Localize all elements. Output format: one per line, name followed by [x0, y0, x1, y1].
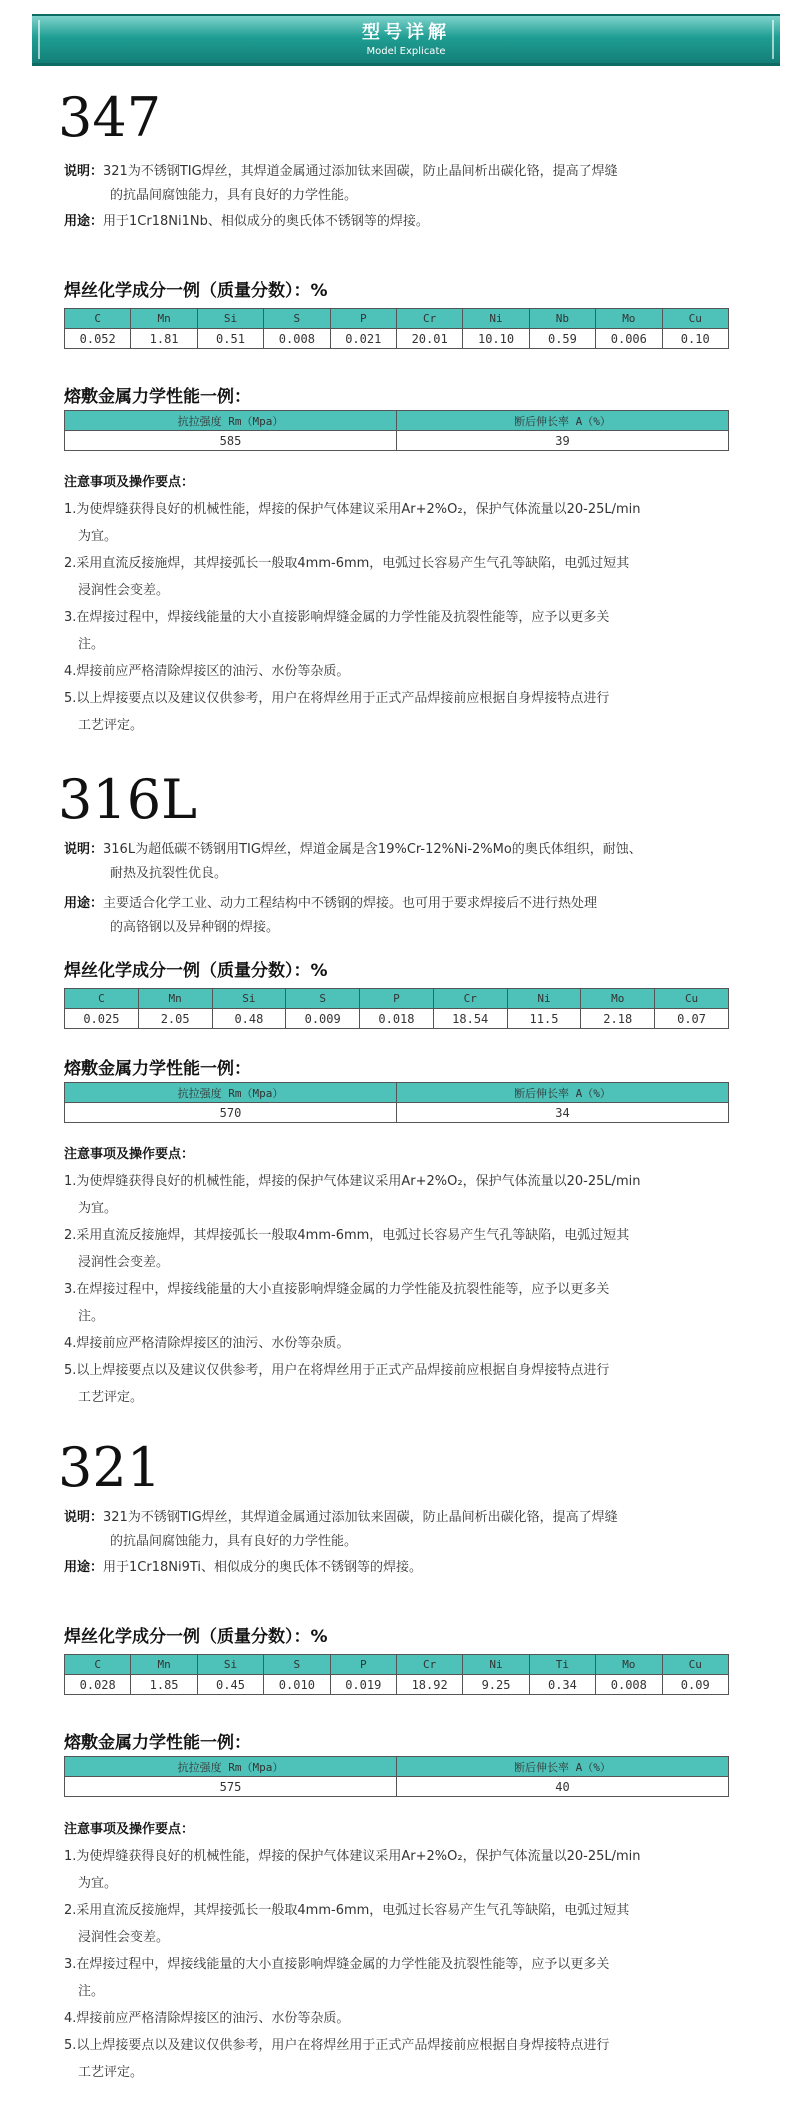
table-header-cell: Mo	[581, 989, 655, 1009]
table-header-cell: Ni	[507, 989, 581, 1009]
mechanical-title: 熔敷金属力学性能一例：	[64, 387, 251, 407]
usage	[64, 1556, 744, 1580]
table-cell: 0.008	[596, 1675, 662, 1695]
table-cell: 0.028	[65, 1675, 131, 1695]
list-item	[64, 1897, 754, 1951]
usage	[64, 210, 744, 234]
notes-list	[64, 1843, 754, 2086]
mechanical-table	[64, 410, 729, 451]
model-number: 316L	[58, 768, 197, 831]
table-header-cell: 断后伸长率 A（%）	[397, 411, 729, 431]
note-line: 3.在焊接过程中，焊接线能量的大小直接影响焊缝金属的力学性能及抗裂性能等，应予以更多关	[64, 1282, 610, 1297]
table-header-cell: Nb	[529, 309, 595, 329]
list-item	[64, 1951, 754, 2005]
description-label: 说明：	[64, 1510, 104, 1525]
table-header-cell: Mo	[596, 309, 662, 329]
table-cell: 0.021	[330, 329, 396, 349]
note-line: 3.在焊接过程中，焊接线能量的大小直接影响焊缝金属的力学性能及抗裂性能等，应予以更多关	[64, 610, 610, 625]
note-line: 2.采用直流反接施焊，其焊接弧长一般取4mm-6mm，电弧过长容易产生气孔等缺陷，电弧过短其	[64, 1903, 630, 1918]
table-header-cell: S	[264, 309, 330, 329]
table-header-cell: S	[286, 989, 360, 1009]
table-header-cell: Cu	[662, 1655, 728, 1675]
description	[64, 838, 744, 886]
table-header-cell: Ni	[463, 309, 529, 329]
table-header-cell: Mo	[596, 1655, 662, 1675]
note-line: 注。	[78, 1309, 105, 1324]
chemistry-title: 焊丝化学成分一例（质量分数）：%	[64, 961, 328, 981]
list-item	[64, 2005, 754, 2032]
table-cell: 9.25	[463, 1675, 529, 1695]
list-item	[64, 1168, 754, 1222]
table-cell: 34	[397, 1103, 729, 1123]
notes-title: 注意事项及操作要点：	[64, 1822, 195, 1837]
note-line: 3.在焊接过程中，焊接线能量的大小直接影响焊缝金属的力学性能及抗裂性能等，应予以更多关	[64, 1957, 610, 1972]
note-line: 工艺评定。	[78, 2065, 144, 2080]
description-line: 321为不锈钢TIG焊丝，其焊道金属通过添加钛来固碳，防止晶间析出碳化铬，提高了焊缝	[103, 164, 618, 179]
table-header-cell: 断后伸长率 A（%）	[397, 1757, 729, 1777]
notes-list	[64, 496, 754, 739]
table-header-cell: Mn	[131, 309, 197, 329]
table-header-cell: Cu	[662, 309, 728, 329]
table-header-cell: Mn	[138, 989, 212, 1009]
table-header-cell: S	[264, 1655, 330, 1675]
table-header-row	[65, 1655, 729, 1675]
mechanical-table	[64, 1756, 729, 1797]
usage	[64, 892, 744, 940]
list-item	[64, 496, 754, 550]
table-header-cell: C	[65, 1655, 131, 1675]
table-header-row	[65, 1757, 729, 1777]
table-header-cell: Si	[197, 1655, 263, 1675]
table-cell: 585	[65, 431, 397, 451]
table-cell: 1.81	[131, 329, 197, 349]
note-line: 5.以上焊接要点以及建议仅供参考，用户在将焊丝用于正式产品焊接前应根据自身焊接特点进行	[64, 2038, 610, 2053]
table-cell: 0.025	[65, 1009, 139, 1029]
table-cell: 0.008	[264, 329, 330, 349]
mechanical-table	[64, 1082, 729, 1123]
table-row	[65, 329, 729, 349]
table-header-cell: 断后伸长率 A（%）	[397, 1083, 729, 1103]
table-cell: 0.10	[662, 329, 728, 349]
table-header-cell: Cr	[396, 1655, 462, 1675]
table-cell: 2.18	[581, 1009, 655, 1029]
notes-list	[64, 1168, 754, 1411]
table-header-row	[65, 309, 729, 329]
table-cell: 0.48	[212, 1009, 286, 1029]
note-line: 4.焊接前应严格清除焊接区的油污、水份等杂质。	[64, 1336, 350, 1351]
table-header-cell: C	[65, 309, 131, 329]
table-header-cell: P	[360, 989, 434, 1009]
usage-line: 用于1Cr18Ni9Ti、相似成分的奥氏体不锈钢等的焊接。	[103, 1560, 423, 1575]
usage-line: 的高铬钢以及异种钢的焊接。	[110, 920, 280, 935]
table-header-row	[65, 1083, 729, 1103]
note-line: 浸润性会变差。	[78, 1930, 170, 1945]
table-cell: 0.07	[655, 1009, 729, 1029]
table-header-cell: Cr	[396, 309, 462, 329]
table-header-cell: Ni	[463, 1655, 529, 1675]
table-cell: 0.009	[286, 1009, 360, 1029]
note-line: 浸润性会变差。	[78, 1255, 170, 1270]
note-line: 1.为使焊缝获得良好的机械性能，焊接的保护气体建议采用Ar+2%O₂，保护气体流量以20-25L/min	[64, 1174, 641, 1189]
table-header-cell: P	[330, 1655, 396, 1675]
note-line: 浸润性会变差。	[78, 583, 170, 598]
chemistry-table	[64, 1654, 729, 1695]
note-line: 4.焊接前应严格清除焊接区的油污、水份等杂质。	[64, 2011, 350, 2026]
description-line: 316L为超低碳不锈钢用TIG焊丝，焊道金属是含19%Cr-12%Ni-2%Mo的奥氏体组织，耐蚀、	[103, 842, 642, 857]
table-header-cell: Cu	[655, 989, 729, 1009]
list-item	[64, 658, 754, 685]
mechanical-title: 熔敷金属力学性能一例：	[64, 1059, 251, 1079]
description-line: 的抗晶间腐蚀能力，具有良好的力学性能。	[110, 1534, 358, 1549]
table-header-cell: Mn	[131, 1655, 197, 1675]
table-cell: 18.54	[433, 1009, 507, 1029]
mechanical-title: 熔敷金属力学性能一例：	[64, 1733, 251, 1753]
list-item	[64, 1276, 754, 1330]
table-header-cell: 抗拉强度 Rm（Mpa）	[65, 1083, 397, 1103]
note-line: 2.采用直流反接施焊，其焊接弧长一般取4mm-6mm，电弧过长容易产生气孔等缺陷，电弧过短其	[64, 556, 630, 571]
description-label: 说明：	[64, 164, 104, 179]
note-line: 工艺评定。	[78, 718, 144, 733]
chemistry-table	[64, 308, 729, 349]
notes-title: 注意事项及操作要点：	[64, 1147, 195, 1162]
table-row	[65, 431, 729, 451]
model-number: 347	[58, 86, 162, 149]
table-cell: 0.34	[529, 1675, 595, 1695]
table-row	[65, 1009, 729, 1029]
list-item	[64, 2032, 754, 2086]
note-line: 为宜。	[78, 529, 118, 544]
note-line: 4.焊接前应严格清除焊接区的油污、水份等杂质。	[64, 664, 350, 679]
banner-subtitle: Model Explicate	[366, 46, 446, 57]
table-cell: 40	[397, 1777, 729, 1797]
table-cell: 0.010	[264, 1675, 330, 1695]
note-line: 1.为使焊缝获得良好的机械性能，焊接的保护气体建议采用Ar+2%O₂，保护气体流量以20-25L/min	[64, 1849, 641, 1864]
table-cell: 0.59	[529, 329, 595, 349]
description-line: 的抗晶间腐蚀能力，具有良好的力学性能。	[110, 188, 358, 203]
table-header-cell: C	[65, 989, 139, 1009]
table-header-cell: Si	[197, 309, 263, 329]
list-item	[64, 685, 754, 739]
description-line: 耐热及抗裂性优良。	[110, 866, 228, 881]
list-item	[64, 604, 754, 658]
table-cell: 570	[65, 1103, 397, 1123]
table-cell: 1.85	[131, 1675, 197, 1695]
table-cell: 11.5	[507, 1009, 581, 1029]
table-cell: 0.018	[360, 1009, 434, 1029]
table-row	[65, 1675, 729, 1695]
note-line: 注。	[78, 1984, 105, 1999]
table-cell: 0.09	[662, 1675, 728, 1695]
table-header-cell: 抗拉强度 Rm（Mpa）	[65, 411, 397, 431]
usage-line: 用于1Cr18Ni1Nb、相似成分的奥氏体不锈钢等的焊接。	[103, 214, 429, 229]
list-item	[64, 1330, 754, 1357]
note-line: 5.以上焊接要点以及建议仅供参考，用户在将焊丝用于正式产品焊接前应根据自身焊接特点进行	[64, 691, 610, 706]
description-label: 说明：	[64, 842, 104, 857]
table-header-cell: 抗拉强度 Rm（Mpa）	[65, 1757, 397, 1777]
table-cell: 18.92	[396, 1675, 462, 1695]
model-number: 321	[58, 1436, 162, 1499]
table-cell: 575	[65, 1777, 397, 1797]
note-line: 为宜。	[78, 1876, 118, 1891]
usage-label: 用途：	[64, 896, 104, 911]
table-header-cell: Cr	[433, 989, 507, 1009]
table-cell: 10.10	[463, 329, 529, 349]
table-row	[65, 1777, 729, 1797]
note-line: 注。	[78, 637, 105, 652]
table-cell: 0.052	[65, 329, 131, 349]
table-header-cell: Ti	[529, 1655, 595, 1675]
table-header-row	[65, 989, 729, 1009]
chemistry-table	[64, 988, 729, 1029]
banner	[32, 14, 780, 66]
note-line: 工艺评定。	[78, 1390, 144, 1405]
note-line: 5.以上焊接要点以及建议仅供参考，用户在将焊丝用于正式产品焊接前应根据自身焊接特点进行	[64, 1363, 610, 1378]
list-item	[64, 1357, 754, 1411]
table-header-cell: Si	[212, 989, 286, 1009]
usage-label: 用途：	[64, 214, 104, 229]
table-cell: 0.019	[330, 1675, 396, 1695]
table-cell: 2.05	[138, 1009, 212, 1029]
list-item	[64, 1843, 754, 1897]
table-cell: 39	[397, 431, 729, 451]
chemistry-title: 焊丝化学成分一例（质量分数）：%	[64, 281, 328, 301]
banner-title: 型号详解	[362, 22, 450, 43]
note-line: 为宜。	[78, 1201, 118, 1216]
table-header-row	[65, 411, 729, 431]
chemistry-title: 焊丝化学成分一例（质量分数）：%	[64, 1627, 328, 1647]
list-item	[64, 550, 754, 604]
description-line: 321为不锈钢TIG焊丝，其焊道金属通过添加钛来固碳，防止晶间析出碳化铬，提高了焊缝	[103, 1510, 618, 1525]
table-cell: 0.51	[197, 329, 263, 349]
note-line: 1.为使焊缝获得良好的机械性能，焊接的保护气体建议采用Ar+2%O₂，保护气体流量以20-25L/min	[64, 502, 641, 517]
usage-label: 用途：	[64, 1560, 104, 1575]
usage-line: 主要适合化学工业、动力工程结构中不锈钢的焊接。也可用于要求焊接后不进行热处理	[103, 896, 598, 911]
description	[64, 1506, 744, 1554]
description	[64, 160, 744, 208]
list-item	[64, 1222, 754, 1276]
table-row	[65, 1103, 729, 1123]
note-line: 2.采用直流反接施焊，其焊接弧长一般取4mm-6mm，电弧过长容易产生气孔等缺陷，电弧过短其	[64, 1228, 630, 1243]
notes-title: 注意事项及操作要点：	[64, 475, 195, 490]
table-cell: 0.45	[197, 1675, 263, 1695]
table-cell: 20.01	[396, 329, 462, 349]
table-cell: 0.006	[596, 329, 662, 349]
table-header-cell: P	[330, 309, 396, 329]
